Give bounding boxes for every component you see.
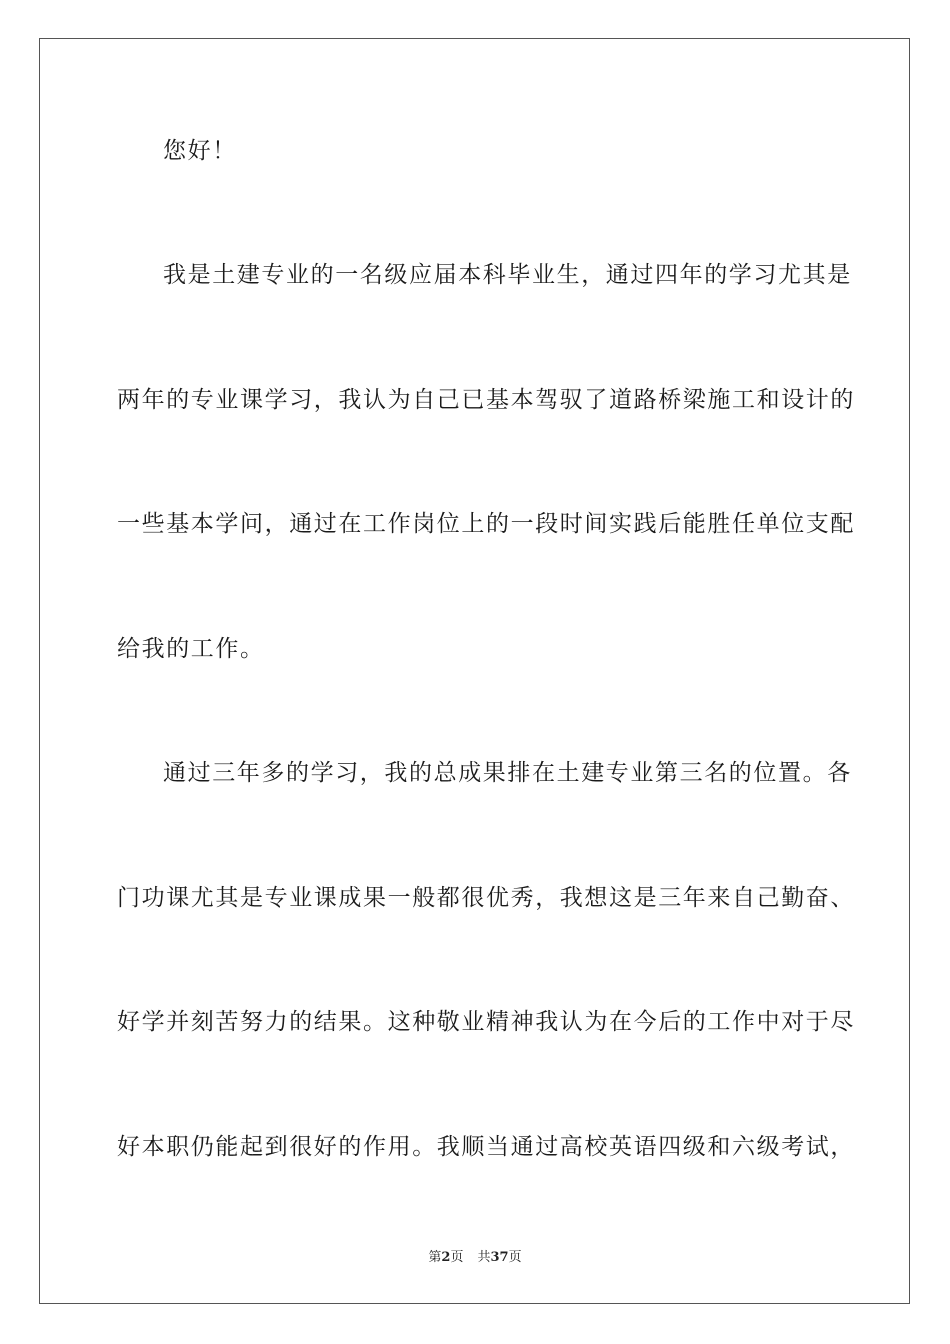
total-suffix: 页 (508, 1250, 522, 1265)
paragraph-line: 两年的专业课学习，我认为自己已基本驾驭了道路桥梁施工和设计的 (117, 387, 855, 413)
page-border (39, 38, 910, 1304)
page-prefix: 第 (428, 1250, 442, 1265)
total-prefix: 共 (477, 1250, 491, 1265)
paragraph-line: 好学并刻苦努力的结果。这种敬业精神我认为在今后的工作中对于尽 (117, 1009, 855, 1035)
paragraph-line: 好本职仍能起到很好的作用。我顺当通过高校英语四级和六级考试， (117, 1134, 855, 1160)
paragraph-line: 通过三年多的学习，我的总成果排在土建专业第三名的位置。各 (163, 760, 852, 786)
page-footer (0, 1249, 950, 1267)
greeting-line: 您好！ (163, 138, 237, 164)
paragraph-line: 门功课尤其是专业课成果一般都很优秀，我想这是三年来自己勤奋、 (117, 885, 855, 911)
page-suffix: 页 (450, 1250, 464, 1265)
page-number: 2 (441, 1250, 451, 1265)
total-pages: 37 (490, 1250, 509, 1265)
paragraph-line: 给我的工作。 (117, 636, 265, 662)
paragraph-line: 一些基本学问，通过在工作岗位上的一段时间实践后能胜任单位支配 (117, 511, 855, 537)
paragraph-line: 我是土建专业的一名级应届本科毕业生，通过四年的学习尤其是 (163, 262, 852, 288)
